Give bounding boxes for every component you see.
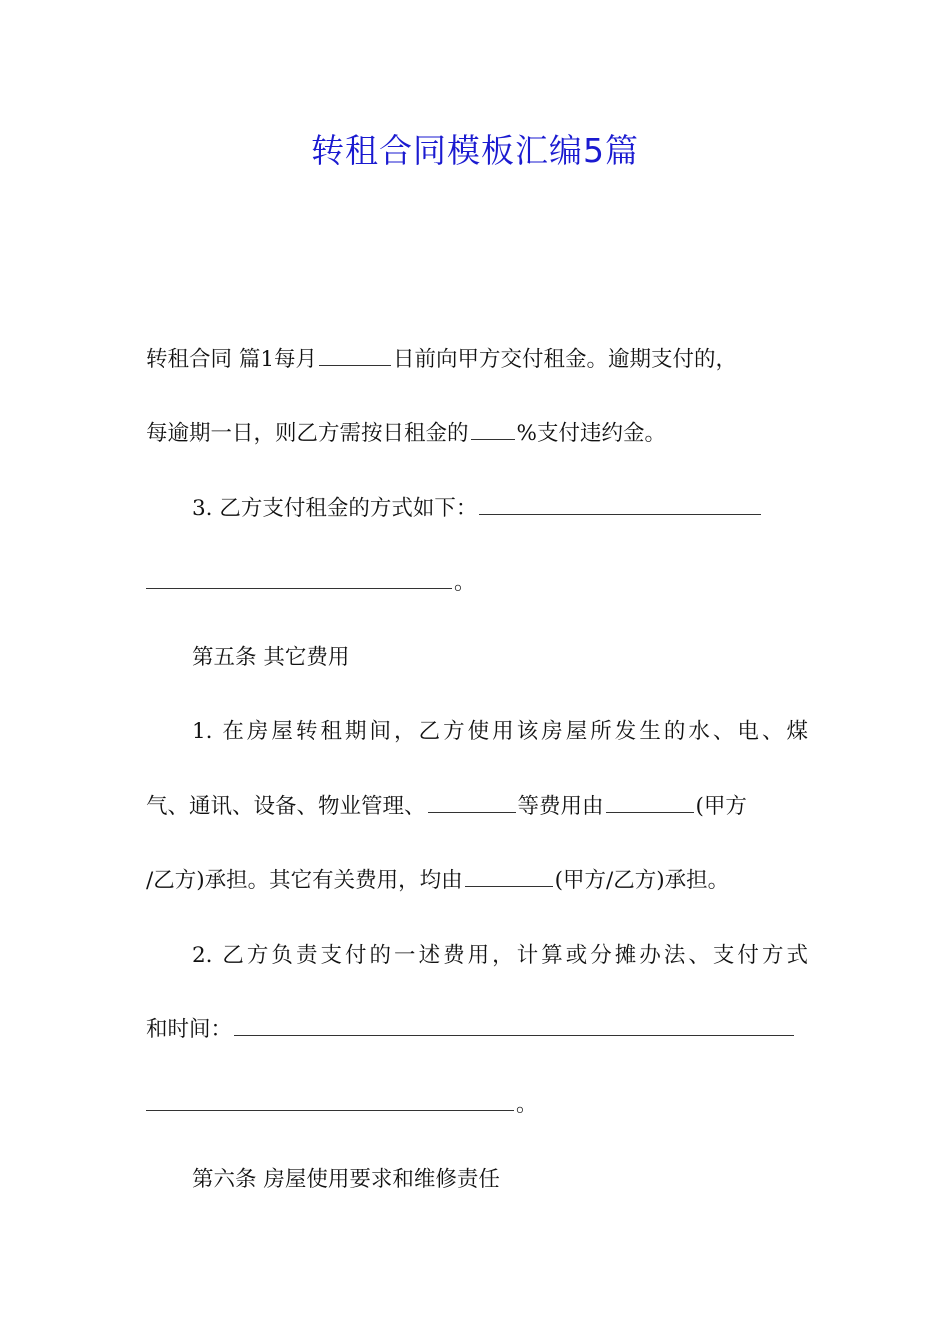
text-segment: /乙方)承担。其它有关费用，均由 bbox=[146, 868, 463, 893]
blank-line bbox=[146, 1086, 514, 1111]
text-segment: 日前向甲方交付租金。逾期支付的， bbox=[393, 347, 738, 372]
paragraph-line-6: 1. 在房屋转租期间，乙方使用该房屋所发生的水、电、煤 bbox=[192, 719, 808, 744]
section-heading-5: 第五条 其它费用 bbox=[192, 645, 350, 670]
blank-line bbox=[319, 341, 391, 366]
text-segment: 和时间： bbox=[146, 1017, 233, 1042]
blank-line bbox=[428, 788, 516, 813]
paragraph-line-1 bbox=[146, 340, 808, 380]
text-segment: 每逾期一日，则乙方需按日租金的 bbox=[146, 421, 469, 446]
text-segment: 转租合同 篇1每月 bbox=[146, 347, 318, 372]
paragraph-line-8 bbox=[146, 861, 808, 901]
text-segment: 气、通讯、设备、物业管理、 bbox=[146, 794, 426, 819]
paragraph-line-4 bbox=[146, 563, 808, 603]
section-heading-6: 第六条 房屋使用要求和维修责任 bbox=[192, 1167, 500, 1192]
text-segment: 等费用由 bbox=[517, 794, 604, 819]
paragraph-line-10 bbox=[146, 1010, 808, 1050]
blank-line bbox=[479, 490, 761, 515]
text-segment: 。 bbox=[516, 1092, 538, 1117]
paragraph-line-11 bbox=[146, 1085, 808, 1125]
blank-line bbox=[146, 564, 452, 589]
text-segment: (甲方/乙方)承担。 bbox=[554, 868, 730, 893]
blank-line bbox=[471, 415, 515, 440]
document-title: 转租合同模板汇编5篇 bbox=[311, 131, 639, 170]
text-segment: 。 bbox=[454, 570, 476, 595]
paragraph-line-9: 2. 乙方负责支付的一述费用，计算或分摊办法、支付方式 bbox=[192, 943, 808, 968]
text-segment: 3. 乙方支付租金的方式如下： bbox=[192, 496, 478, 521]
blank-line bbox=[606, 788, 694, 813]
paragraph-line-2 bbox=[146, 414, 808, 454]
paragraph-line-3 bbox=[192, 489, 808, 529]
blank-line bbox=[234, 1011, 794, 1036]
blank-line bbox=[465, 862, 553, 887]
text-segment: (甲方 bbox=[695, 794, 747, 819]
paragraph-line-7 bbox=[146, 787, 808, 827]
text-segment: %支付违约金。 bbox=[516, 421, 666, 446]
